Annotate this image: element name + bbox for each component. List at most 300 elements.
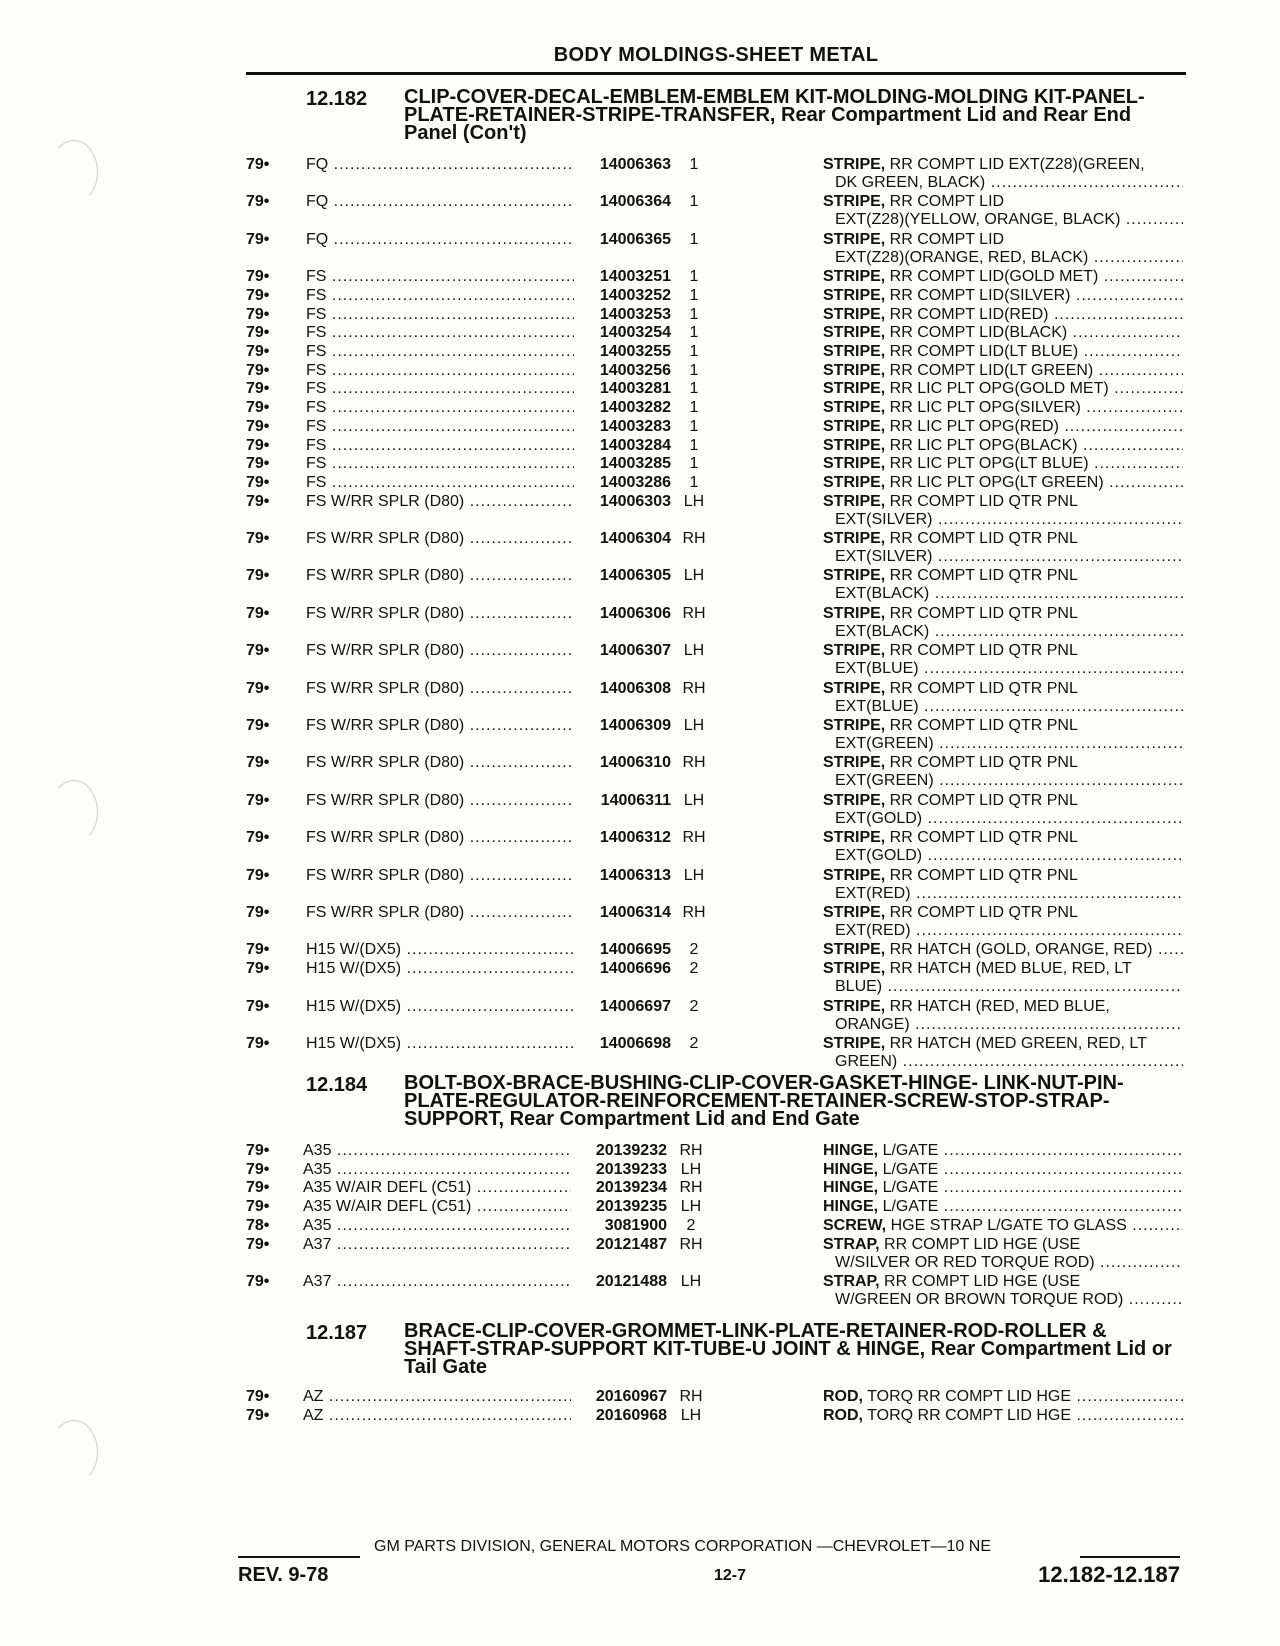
model-code: FQ .....: [306, 156, 574, 174]
part-number: 14006363: [599, 156, 671, 173]
quantity: LH: [680, 1406, 702, 1424]
part-description: [823, 1035, 1183, 1071]
part-number: 14006308: [599, 679, 671, 697]
description-line: [823, 437, 1183, 455]
description-line: [823, 1388, 1183, 1406]
quantity: 2: [686, 1216, 696, 1234]
key-number: 79•: [246, 1235, 270, 1253]
description-line: [823, 1236, 1183, 1254]
footer-page-number: 12-7: [713, 1567, 747, 1584]
section-title: [404, 88, 1184, 142]
part-noun: STRIPE,: [823, 997, 886, 1015]
quantity: RH: [679, 1179, 703, 1197]
part-noun: ROD,: [823, 1406, 863, 1424]
part-noun: STRIPE,: [823, 1034, 886, 1052]
description-line: [823, 1035, 1183, 1053]
description-line: EXT(BLACK) .....: [823, 623, 1183, 641]
quantity: 1: [689, 156, 699, 173]
model-code: FS .....: [306, 418, 574, 436]
part-detail: TORQ RR COMPT LID HGE: [863, 1388, 1072, 1405]
part-number: 14006312: [599, 829, 671, 847]
part-detail: RR LIC PLT OPG(SILVER): [885, 399, 1081, 417]
model-code: FS W/RR SPLR (D80) .....: [306, 493, 574, 511]
description-line: [823, 680, 1183, 698]
description-line: [823, 1198, 1183, 1216]
part-noun: STRIPE,: [823, 417, 886, 435]
part-noun: STRIPE,: [823, 193, 886, 211]
model-code: A35 W/AIR DEFL (C51) .....: [303, 1179, 571, 1197]
part-detail: RR COMPT LID QTR PNL: [885, 717, 1078, 734]
part-description: [823, 605, 1183, 641]
punch-hole: [50, 1420, 98, 1484]
part-noun: ROD,: [823, 1388, 863, 1405]
quantity: RH: [682, 679, 706, 697]
part-description: [823, 717, 1183, 753]
part-detail: RR COMPT LID QTR PNL: [885, 530, 1078, 547]
key-number: 79•: [246, 604, 270, 622]
model-code: FS W/RR SPLR (D80) .....: [306, 829, 574, 847]
part-detail: RR COMPT LID: [885, 230, 1005, 248]
part-number: 14006311: [600, 791, 671, 809]
description-line: [823, 1161, 1183, 1179]
quantity: LH: [683, 791, 705, 809]
part-noun: STRIPE,: [823, 361, 886, 379]
description-line: [823, 642, 1183, 660]
key-number: 79•: [246, 1406, 270, 1424]
quantity: 1: [689, 473, 699, 491]
model-code: A35 W/AIR DEFL (C51) .....: [303, 1198, 571, 1216]
model-code: FS W/RR SPLR (D80) .....: [306, 717, 574, 735]
part-description: [823, 455, 1183, 473]
part-description: [823, 493, 1183, 529]
description-line: [823, 399, 1183, 417]
section-title-items: CLIP-COVER-DECAL-EMBLEM-EMBLEM KIT-MOLDING-MOLDING KIT-PANEL-PLATE-RETAINER-STRIPE-TRANSFER,: [404, 86, 1145, 126]
key-number: 79•: [246, 866, 270, 884]
key-number: 79•: [246, 305, 270, 323]
part-noun: STRAP,: [823, 1272, 880, 1290]
part-noun: STRIPE,: [823, 268, 886, 286]
part-description: [823, 642, 1183, 678]
model-code: FS W/RR SPLR (D80) .....: [306, 904, 574, 922]
part-detail: L/GATE: [878, 1198, 939, 1216]
part-description: [823, 680, 1183, 716]
part-noun: STRIPE,: [823, 455, 886, 473]
description-line: GREEN) .....: [823, 1053, 1183, 1071]
key-number: 79•: [246, 1272, 270, 1290]
part-noun: STRIPE,: [823, 754, 886, 772]
part-detail: RR COMPT LID QTR PNL: [885, 679, 1078, 697]
key-number: 79•: [246, 1179, 270, 1197]
model-code: FS .....: [306, 324, 574, 342]
model-code: FQ .....: [306, 193, 574, 211]
quantity: RH: [682, 604, 706, 622]
description-line: [823, 717, 1183, 735]
model-code: FS .....: [306, 437, 574, 455]
part-noun: SCREW,: [823, 1216, 887, 1234]
part-description: [823, 998, 1183, 1034]
part-detail: RR LIC PLT OPG(LT GREEN): [885, 473, 1104, 491]
part-number: 14006695: [599, 941, 671, 959]
part-description: [823, 1407, 1183, 1425]
quantity: 1: [689, 193, 699, 211]
description-line: [823, 156, 1183, 174]
quantity: 2: [689, 960, 699, 978]
part-noun: STRIPE,: [823, 941, 886, 959]
key-number: 79•: [246, 1142, 270, 1159]
part-detail: L/GATE: [878, 1142, 939, 1159]
part-description: [823, 792, 1183, 828]
model-code: FS W/RR SPLR (D80) .....: [306, 754, 574, 772]
description-line: [823, 287, 1183, 305]
section-number: 12.182: [306, 88, 368, 110]
part-description: [823, 474, 1183, 492]
part-noun: STRIPE,: [823, 679, 886, 697]
quantity: 1: [689, 324, 699, 342]
part-noun: STRAP,: [823, 1235, 880, 1253]
description-line: BLUE) .....: [823, 978, 1183, 996]
description-line: EXT(SILVER) .....: [823, 511, 1183, 529]
section-number: 12.184: [306, 1074, 368, 1096]
part-detail: RR HATCH (GOLD, ORANGE, RED): [885, 941, 1153, 959]
part-number: 20139234: [595, 1179, 667, 1197]
part-description: [823, 343, 1183, 361]
model-code: FS .....: [306, 268, 574, 286]
key-number: 79•: [246, 904, 270, 921]
footer-revision: REV. 9-78: [238, 1564, 329, 1586]
part-detail: L/GATE: [878, 1179, 939, 1197]
model-code: H15 W/(DX5) .....: [306, 941, 574, 959]
description-line: [823, 324, 1183, 342]
quantity: LH: [680, 1272, 702, 1290]
part-detail: RR COMPT LID QTR PNL: [885, 904, 1078, 921]
part-noun: HINGE,: [823, 1198, 879, 1216]
key-number: 79•: [246, 156, 270, 173]
description-line: [823, 829, 1183, 847]
description-line: EXT(RED) .....: [823, 922, 1183, 940]
key-number: 79•: [246, 567, 270, 585]
part-number: 14006313: [599, 866, 671, 884]
section-title: [404, 1074, 1184, 1128]
part-noun: STRIPE,: [823, 230, 886, 248]
part-description: [823, 437, 1183, 455]
part-noun: STRIPE,: [823, 343, 886, 360]
key-number: 79•: [246, 642, 270, 660]
head-rule: [246, 72, 1186, 75]
part-number: 14006304: [599, 530, 671, 547]
part-noun: STRIPE,: [823, 436, 886, 454]
key-number: 79•: [246, 193, 270, 211]
footer-corporation: GM PARTS DIVISION, GENERAL MOTORS CORPORATION —CHEVROLET—10 NE: [374, 1538, 991, 1555]
quantity: 1: [689, 268, 699, 286]
description-line: [823, 1142, 1183, 1160]
model-code: FS .....: [306, 343, 574, 361]
quantity: RH: [682, 754, 706, 772]
key-number: 79•: [246, 343, 270, 360]
part-description: [823, 567, 1183, 603]
quantity: RH: [682, 829, 706, 847]
part-description: [823, 1236, 1183, 1272]
section-title-items: BRACE-CLIP-COVER-GROMMET-LINK-PLATE-RETAINER-ROD-ROLLER & SHAFT-STRAP-SUPPORT KIT-TUBE-U JOINT & HINGE,: [404, 1320, 1107, 1360]
key-number: 79•: [246, 754, 270, 772]
part-description: [823, 829, 1183, 865]
part-noun: STRIPE,: [823, 642, 886, 660]
model-code: FS .....: [306, 362, 574, 380]
part-noun: STRIPE,: [823, 380, 886, 398]
quantity: RH: [682, 530, 706, 547]
key-number: 79•: [246, 492, 270, 510]
part-noun: STRIPE,: [823, 492, 886, 510]
part-number: 14003256: [599, 361, 671, 379]
part-noun: HINGE,: [823, 1179, 879, 1197]
part-description: [823, 1273, 1183, 1309]
quantity: RH: [679, 1142, 703, 1159]
part-noun: STRIPE,: [823, 960, 886, 978]
part-description: [823, 193, 1183, 229]
part-number: 14006309: [599, 717, 671, 734]
description-line: [823, 792, 1183, 810]
part-description: [823, 362, 1183, 380]
section-number: 12.187: [306, 1322, 368, 1344]
quantity: 1: [689, 436, 699, 454]
key-number: 79•: [246, 829, 270, 847]
part-description: [823, 1179, 1183, 1197]
running-head: BODY MOLDINGS-SHEET METAL: [553, 44, 879, 66]
part-detail: HGE STRAP L/GATE TO GLASS: [886, 1216, 1127, 1234]
quantity: 1: [689, 455, 699, 473]
part-description: [823, 1388, 1183, 1406]
key-number: 79•: [246, 324, 270, 342]
footer-rule-right: [1080, 1556, 1180, 1558]
quantity: RH: [679, 1235, 703, 1253]
description-line: W/SILVER OR RED TORQUE ROD) .....: [823, 1254, 1183, 1272]
part-detail: RR COMPT LID(LT GREEN): [885, 361, 1094, 379]
part-detail: RR HATCH (MED GREEN, RED, LT: [885, 1034, 1147, 1052]
part-description: [823, 941, 1183, 959]
part-noun: STRIPE,: [823, 791, 886, 809]
part-detail: RR COMPT LID(GOLD MET): [885, 268, 1099, 286]
part-number: 14003252: [599, 286, 671, 304]
part-description: [823, 960, 1183, 996]
part-number: 20160967: [595, 1388, 667, 1405]
part-detail: RR COMPT LID: [885, 193, 1005, 211]
part-number: 14003281: [599, 380, 671, 398]
part-detail: RR COMPT LID HGE (USE: [879, 1235, 1081, 1253]
part-number: 14003285: [599, 455, 671, 473]
punch-hole: [50, 140, 98, 204]
model-code: FS W/RR SPLR (D80) .....: [306, 567, 574, 585]
description-line: [823, 474, 1183, 492]
description-line: EXT(SILVER) .....: [823, 548, 1183, 566]
part-detail: RR COMPT LID QTR PNL: [885, 567, 1078, 585]
model-code: FS W/RR SPLR (D80) .....: [306, 642, 574, 660]
model-code: FS W/RR SPLR (D80) .....: [306, 867, 574, 885]
quantity: LH: [683, 492, 705, 510]
part-description: [823, 287, 1183, 305]
part-description: [823, 530, 1183, 566]
description-line: [823, 193, 1183, 211]
description-line: [823, 1179, 1183, 1197]
model-code: FS W/RR SPLR (D80) .....: [306, 605, 574, 623]
description-line: [823, 362, 1183, 380]
description-line: [823, 941, 1183, 959]
quantity: LH: [683, 866, 705, 884]
part-detail: RR LIC PLT OPG(RED): [885, 417, 1059, 435]
key-number: 78•: [246, 1216, 270, 1234]
quantity: LH: [680, 1160, 702, 1178]
part-detail: RR COMPT LID QTR PNL: [885, 492, 1078, 510]
description-line: EXT(Z28)(ORANGE, RED, BLACK) .....: [823, 249, 1183, 267]
quantity: LH: [680, 1198, 702, 1216]
quantity: 2: [689, 997, 699, 1015]
model-code: AZ .....: [303, 1407, 571, 1425]
key-number: 79•: [246, 436, 270, 454]
model-code: A37 .....: [303, 1273, 571, 1291]
part-number: 14006307: [599, 642, 671, 660]
part-noun: STRIPE,: [823, 156, 886, 173]
part-description: [823, 754, 1183, 790]
quantity: LH: [683, 642, 705, 660]
part-number: 20139233: [595, 1160, 667, 1178]
part-number: 20160968: [595, 1406, 667, 1424]
description-line: [823, 567, 1183, 585]
key-number: 79•: [246, 717, 270, 734]
part-detail: RR HATCH (RED, MED BLUE,: [885, 997, 1110, 1015]
part-detail: RR COMPT LID QTR PNL: [885, 791, 1078, 809]
model-code: FS .....: [306, 474, 574, 492]
key-number: 79•: [246, 417, 270, 435]
description-line: EXT(GREEN) .....: [823, 772, 1183, 790]
part-number: 14003255: [599, 343, 671, 360]
key-number: 79•: [246, 941, 270, 959]
part-number: 14006306: [599, 604, 671, 622]
description-line: EXT(BLUE) .....: [823, 660, 1183, 678]
part-number: 20139232: [595, 1142, 667, 1159]
part-number: 3081900: [604, 1216, 667, 1234]
key-number: 79•: [246, 399, 270, 417]
model-code: H15 W/(DX5) .....: [306, 960, 574, 978]
quantity: LH: [683, 717, 705, 734]
model-code: FS .....: [306, 287, 574, 305]
description-line: [823, 530, 1183, 548]
model-code: FS W/RR SPLR (D80) .....: [306, 680, 574, 698]
part-number: 14003253: [599, 305, 671, 323]
quantity: RH: [682, 904, 706, 921]
part-detail: RR LIC PLT OPG(BLACK): [885, 436, 1078, 454]
part-description: [823, 231, 1183, 267]
part-description: [823, 1161, 1183, 1179]
part-detail: RR HATCH (MED BLUE, RED, LT: [885, 960, 1132, 978]
part-description: [823, 380, 1183, 398]
description-line: [823, 998, 1183, 1016]
description-line: [823, 380, 1183, 398]
model-code: A37 .....: [303, 1236, 571, 1254]
section-title-scope: Rear Compartment Lid and Rear End Panel (Con't): [404, 104, 1132, 144]
section-title-scope: Rear Compartment Lid or Tail Gate: [404, 1338, 1172, 1378]
footer-rule-left: [238, 1556, 360, 1558]
description-line: [823, 605, 1183, 623]
part-description: [823, 399, 1183, 417]
quantity: 2: [689, 941, 699, 959]
key-number: 79•: [246, 268, 270, 286]
quantity: 1: [689, 305, 699, 323]
part-detail: RR COMPT LID QTR PNL: [885, 829, 1078, 847]
part-number: 14006303: [599, 492, 671, 510]
part-number: 14006314: [599, 904, 671, 921]
part-number: 14006310: [599, 754, 671, 772]
part-noun: STRIPE,: [823, 567, 886, 585]
description-line: [823, 306, 1183, 324]
description-line: [823, 418, 1183, 436]
part-detail: RR COMPT LID EXT(Z28)(GREEN,: [885, 156, 1145, 173]
key-number: 79•: [246, 1034, 270, 1052]
description-line: W/GREEN OR BROWN TORQUE ROD) .....: [823, 1291, 1183, 1309]
part-noun: STRIPE,: [823, 305, 886, 323]
part-detail: RR LIC PLT OPG(GOLD MET): [885, 380, 1109, 398]
part-number: 20139235: [595, 1198, 667, 1216]
part-detail: RR COMPT LID HGE (USE: [879, 1272, 1081, 1290]
part-detail: RR COMPT LID(LT BLUE): [885, 343, 1079, 360]
part-number: 14006697: [599, 997, 671, 1015]
section-title: [404, 1322, 1184, 1376]
part-noun: HINGE,: [823, 1160, 879, 1178]
model-code: H15 W/(DX5) .....: [306, 998, 574, 1016]
part-number: 14006364: [599, 193, 671, 211]
quantity: 1: [689, 361, 699, 379]
part-description: [823, 268, 1183, 286]
part-number: 14003283: [599, 417, 671, 435]
section-title-scope: Rear Compartment Lid and End Gate: [509, 1108, 860, 1130]
description-line: [823, 493, 1183, 511]
quantity: 2: [689, 1034, 699, 1052]
description-line: EXT(BLUE) .....: [823, 698, 1183, 716]
description-line: [823, 343, 1183, 361]
part-noun: STRIPE,: [823, 904, 886, 921]
footer-section-range: 12.182-12.187: [1038, 1562, 1180, 1587]
part-detail: RR COMPT LID(RED): [885, 305, 1049, 323]
part-detail: RR COMPT LID QTR PNL: [885, 866, 1078, 884]
key-number: 79•: [246, 473, 270, 491]
description-line: [823, 231, 1183, 249]
key-number: 79•: [246, 960, 270, 978]
punch-hole: [50, 780, 98, 844]
description-line: [823, 1217, 1183, 1235]
part-noun: STRIPE,: [823, 866, 886, 884]
description-line: EXT(GREEN) .....: [823, 735, 1183, 753]
model-code: FQ .....: [306, 231, 574, 249]
part-number: 14003251: [599, 268, 671, 286]
model-code: AZ .....: [303, 1388, 571, 1406]
key-number: 79•: [246, 530, 270, 547]
quantity: 1: [689, 417, 699, 435]
description-line: [823, 268, 1183, 286]
section-title-items: BOLT-BOX-BRACE-BUSHING-CLIP-COVER-GASKET-HINGE- LINK-NUT-PIN-PLATE-REGULATOR-REINFORCEMENT-RETAINER-SCREW-STOP-STRAP-SUPPORT,: [404, 1072, 1124, 1130]
part-number: 20121487: [595, 1235, 667, 1253]
part-description: [823, 306, 1183, 324]
part-description: [823, 867, 1183, 903]
description-line: [823, 904, 1183, 922]
description-line: [823, 960, 1183, 978]
part-noun: STRIPE,: [823, 604, 886, 622]
part-detail: RR COMPT LID QTR PNL: [885, 754, 1078, 772]
part-number: 14006365: [599, 230, 671, 248]
key-number: 79•: [246, 997, 270, 1015]
description-line: EXT(GOLD) .....: [823, 810, 1183, 828]
part-description: [823, 1217, 1183, 1235]
key-number: 79•: [246, 1198, 270, 1216]
key-number: 79•: [246, 455, 270, 473]
key-number: 79•: [246, 1388, 270, 1405]
quantity: LH: [683, 567, 705, 585]
